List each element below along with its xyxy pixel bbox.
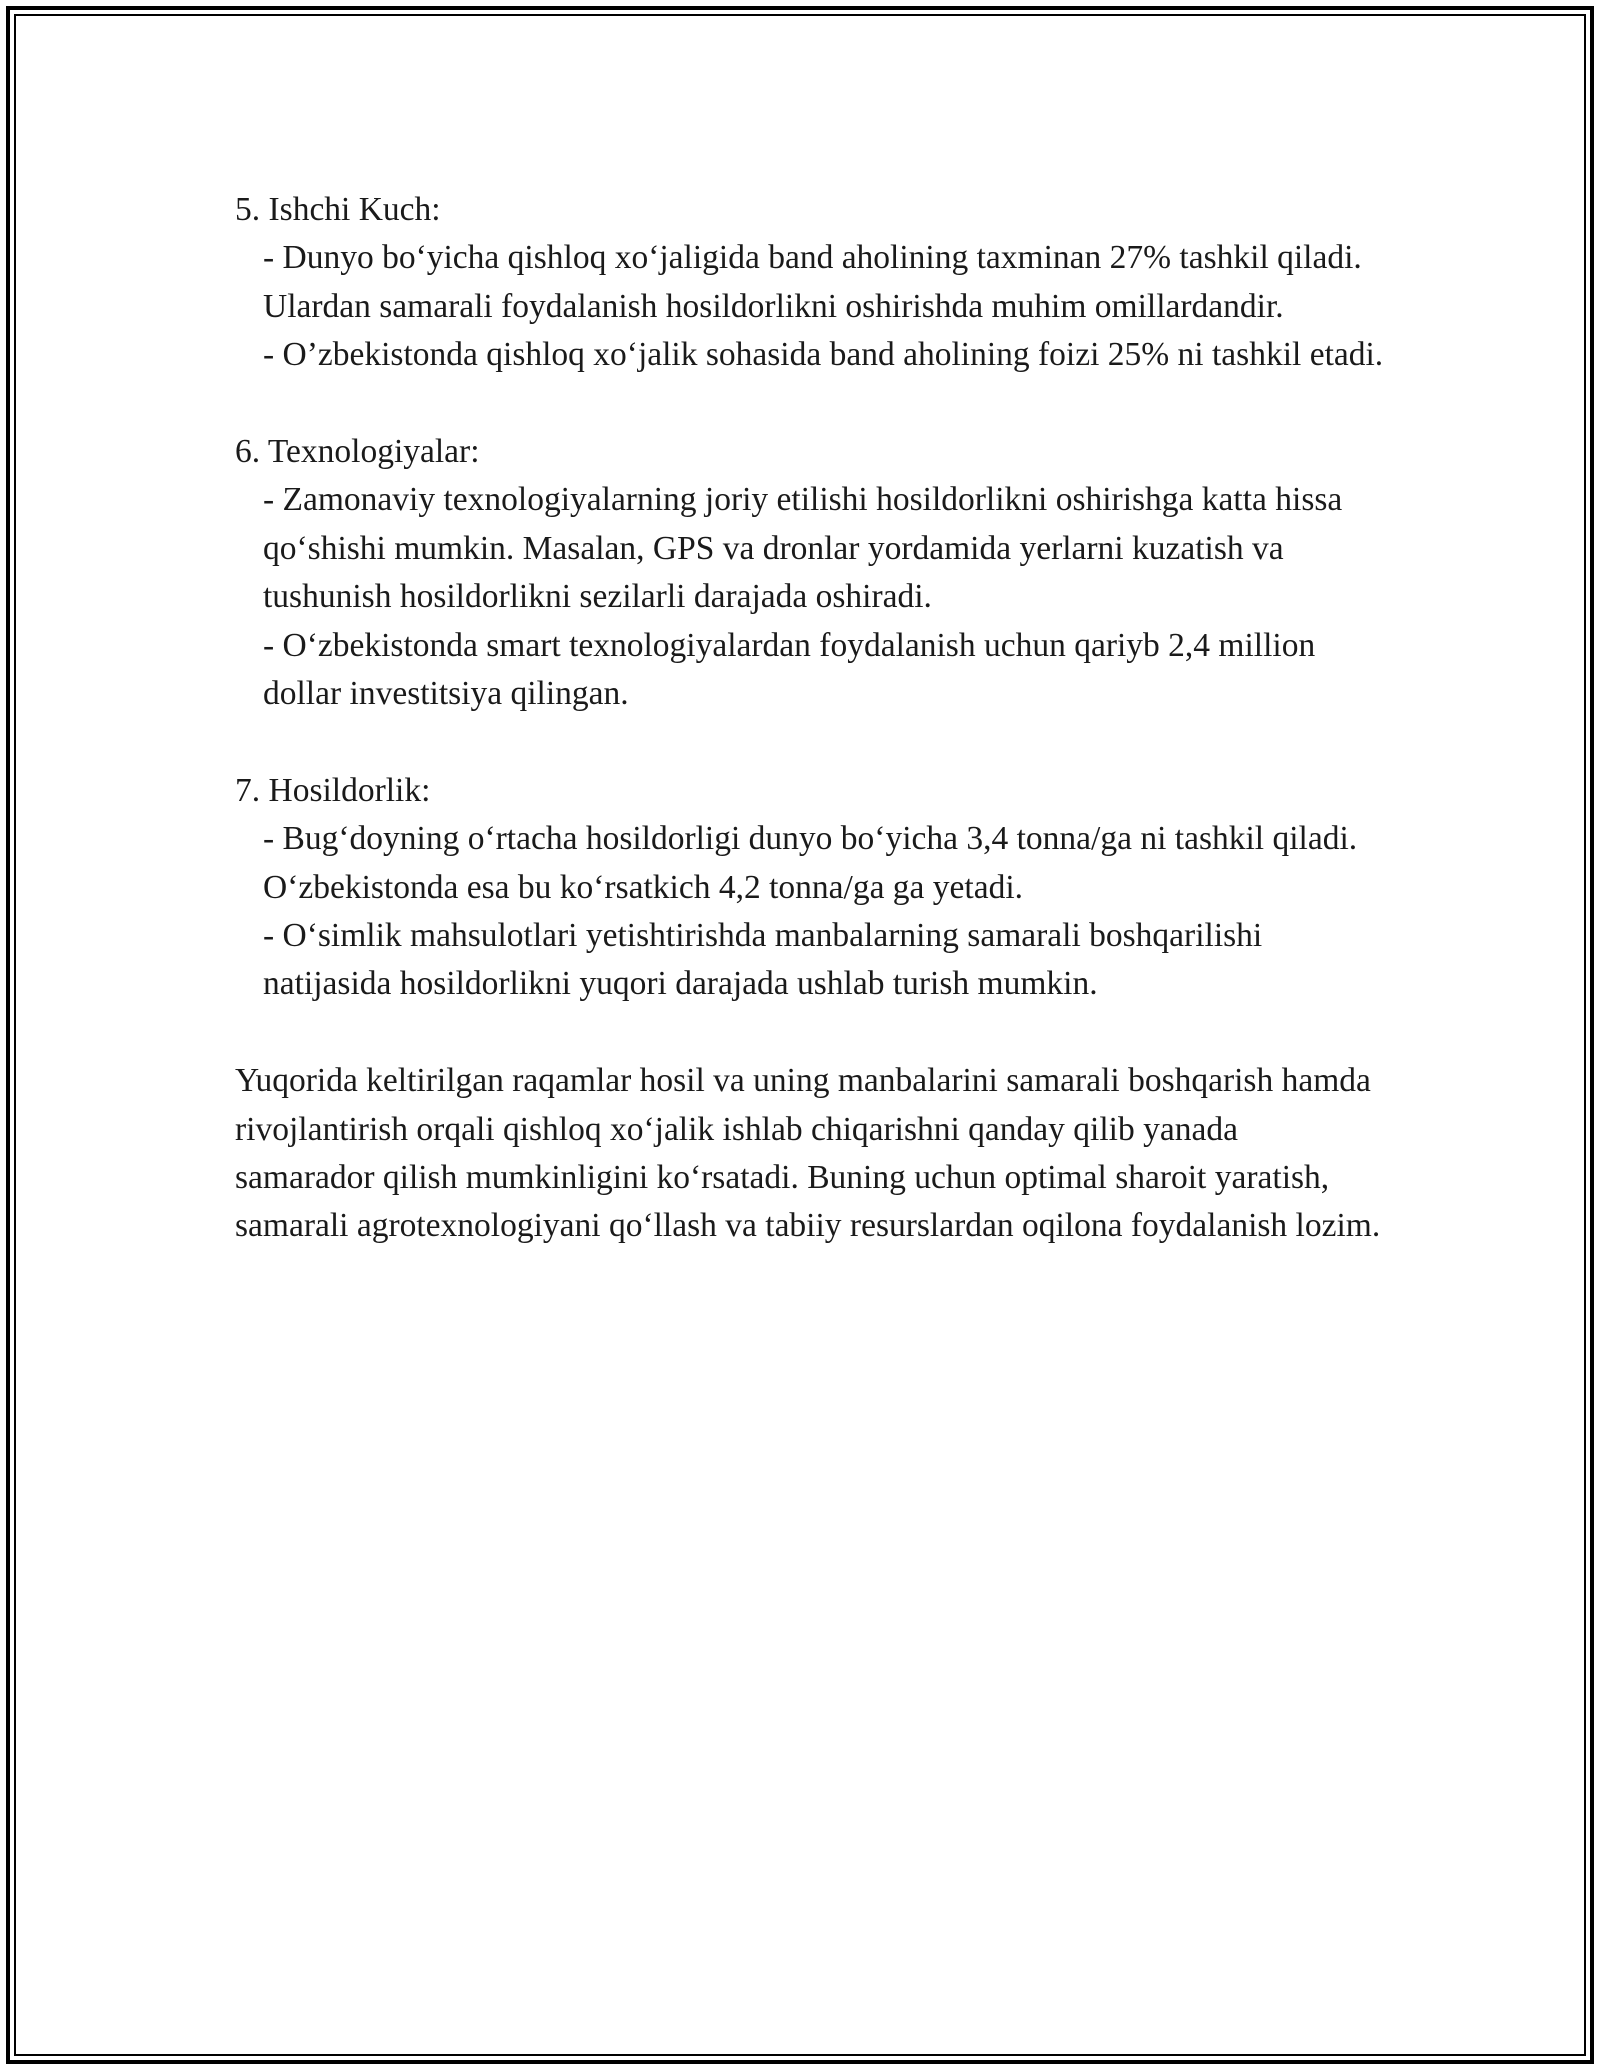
document-body — [235, 186, 1385, 1251]
list-item: - O‘simlik mahsulotlari yetishtirishda manbalarning samarali boshqarilishi natijasida hosildorlikni yuqori darajada ushlab turish mumkin. — [263, 917, 1263, 1003]
list-item: - Bug‘doyning o‘rtacha hosildorligi dunyo bo‘yicha 3,4 tonna/ga ni tashkil qiladi. O‘zbekistonda esa bu ko‘rsatkich 4,2 tonna/ga ga yetadi. — [263, 820, 1358, 906]
section-heading: 6. Texnologiyalar: — [235, 433, 480, 471]
list-item: - Zamonaviy texnologiyalarning joriy etilishi hosildorlikni oshirishga katta hissa qo‘shishi mumkin. Masalan, GPS va dronlar yordamida yerlarni kuzatish va tushunish hosildorlikni sezilarli darajada oshiradi. — [263, 481, 1343, 616]
list-item: - O‘zbekistonda smart texnologiyalardan foydalanish uchun qariyb 2,4 million dollar investitsiya qilingan. — [263, 626, 1316, 713]
section-texnologiyalar — [235, 428, 1385, 718]
list-item: - O’zbekistonda qishloq xo‘jalik sohasida band aholining foizi 25% ni tashkil etadi. — [263, 336, 1384, 374]
list-item: - Dunyo bo‘yicha qishloq xo‘jaligida band aholining taxminan 27% tashkil qiladi. Ulardan samarali foydalanish hosildorlikni oshirishda muhim omillardandir. — [263, 239, 1362, 325]
section-heading: 5. Ishchi Kuch: — [235, 191, 441, 228]
section-hosildorlik — [235, 767, 1385, 1009]
section-heading: 7. Hosildorlik: — [235, 771, 431, 809]
section-ishchi-kuch — [235, 186, 1385, 380]
conclusion-paragraph: Yuqorida keltirilgan raqamlar hosil va uning manbalarini samarali boshqarish hamda rivojlantirish orqali qishloq xo‘jalik ishlab chiqarishni qanday qilib yanada samarador qilish mumkinligini ko‘rsatadi. Buning uchun optimal sharoit yaratish, samarali agrotexnologiyani qo‘llash va tabiiy resurslardan oqilona foydalanish lozim. — [235, 1062, 1381, 1245]
